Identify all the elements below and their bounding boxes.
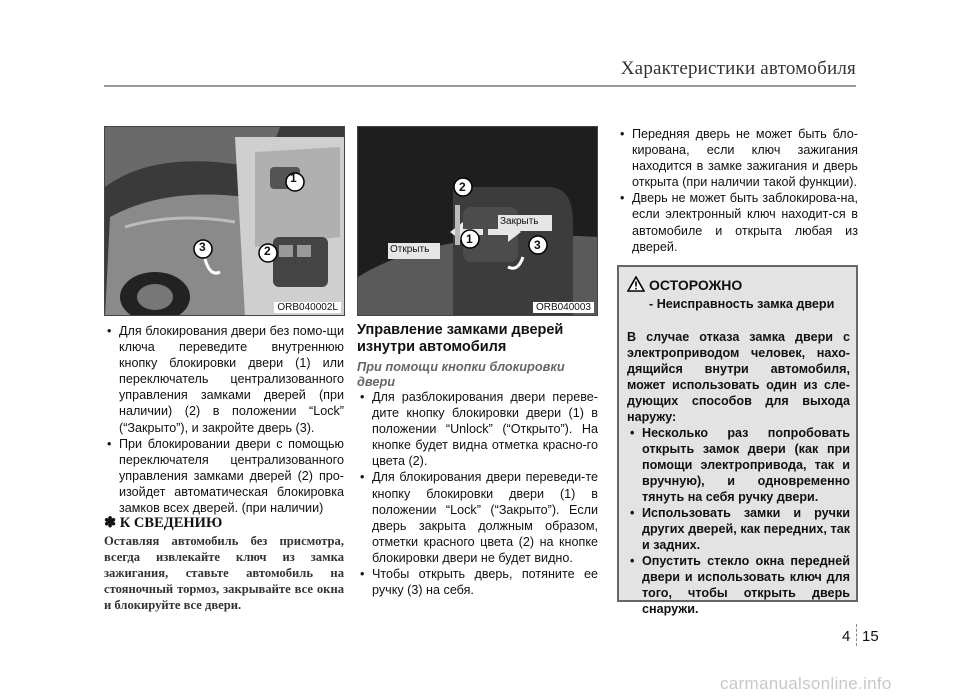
note-heading-text: К СВЕДЕНИЮ	[119, 515, 223, 531]
warning-triangle-icon	[627, 276, 645, 292]
figure-door-lock-exterior	[104, 126, 345, 316]
callout-1: 1	[290, 171, 297, 185]
list-item: • Дверь не может быть заблокирова-на, если электронный ключ находит-ся в автомобиле и открыта любая из дверей.	[617, 190, 858, 254]
warning-box	[617, 265, 858, 616]
door-lock-button-illustration	[358, 127, 598, 316]
section-heading	[357, 322, 597, 356]
watermark: carmanualsonline.info	[720, 674, 892, 693]
page-number: 15	[862, 628, 879, 645]
warning-title: ОСТОРОЖНО	[649, 277, 743, 293]
left-bullets	[104, 323, 344, 516]
list-item: • Передняя дверь не может быть бло-кирована, если ключ зажигания находится в замке зажигания и дверь открыта (при наличии такой функции).	[617, 126, 858, 190]
callout-2: 2	[459, 180, 466, 194]
car-door-illustration	[105, 127, 345, 316]
chapter-number: 4	[842, 628, 851, 645]
section-subheading	[357, 359, 597, 389]
header-divider	[104, 85, 856, 87]
callout-3: 3	[199, 240, 206, 254]
list-item: • При блокировании двери с помощью переключателя централизованного управления замками дверей (2) про-изойдет автоматическая блокировка замков всех дверей. (при наличии)	[104, 436, 344, 516]
callout-1: 1	[466, 232, 473, 246]
section-subheading-line-2: двери	[357, 374, 396, 389]
page-header-title: Характеристики автомобиля	[620, 58, 856, 79]
figure-door-lock-interior	[357, 126, 598, 316]
list-item: • Для блокирования двери переведи-те кнопку блокировки двери (1) в положении “Lock” (“Закрыто”). Если дверь закрыта должным образом, отметки красного цвета (2) на кнопке блокировки двери не будет видно.	[357, 469, 598, 566]
right-bullets	[617, 126, 858, 255]
page-number-divider	[856, 624, 858, 646]
section-subheading-line-1: При помощи кнопки блокировки	[357, 359, 565, 374]
note-body: Оставляя автомобиль без присмотра, всегда извлекайте ключ из замка зажигания, ставьте автомобиль на стояночный тормоз, закрывайте все окна и блокируйте все двери.	[104, 534, 344, 613]
warning-subtitle: - Неисправность замка двери	[649, 297, 835, 311]
section-heading-line-1: Управление замками дверей	[357, 322, 564, 338]
warning-body	[627, 329, 850, 617]
callout-2: 2	[264, 244, 271, 258]
list-item: • Чтобы открыть дверь, потяните ее ручку (3) на себя.	[357, 566, 598, 598]
note-heading	[104, 515, 222, 532]
list-item: • Опустить стекло окна передней двери и использовать ключ для того, чтобы открыть дверь снаружи.	[627, 553, 850, 617]
figure-code: ORB040002L	[274, 302, 341, 313]
open-label: Открыть	[390, 244, 430, 255]
note-symbol-icon: ✽	[104, 515, 117, 531]
figure-code: ORB040003	[533, 302, 594, 313]
list-item: • Для разблокирования двери переве-дите кнопку блокировки двери (1) в положении “Unlock” (“Открыто”). На кнопке будет видна отметка красно-го цвета (2).	[357, 389, 598, 469]
list-item: • Использовать замки и ручки других дверей, как передних, так и задних.	[627, 505, 850, 553]
list-item: • Несколько раз попробовать открыть замок двери (как при помощи электропривода, так и вручную), и одновременно тянуть на себя ручку двери.	[627, 425, 850, 505]
callout-3: 3	[534, 238, 541, 252]
close-label: Закрыть	[500, 216, 539, 227]
warning-intro: В случае отказа замка двери с электроприводом человек, нахо-дящийся внутри автомобиля, может использовать один из сле-дующих способов для выхода наружу:	[627, 330, 850, 424]
middle-bullets	[357, 389, 598, 598]
section-heading-line-2: изнутри автомобиля	[357, 339, 507, 355]
list-item: • Для блокирования двери без помо-щи ключа переведите внутреннюю кнопку блокировки двери (1) или переключатель централизованного управления замками дверей (при наличии) (2) в положении “Lock” (“Закрыто”), и закройте дверь (3).	[104, 323, 344, 436]
